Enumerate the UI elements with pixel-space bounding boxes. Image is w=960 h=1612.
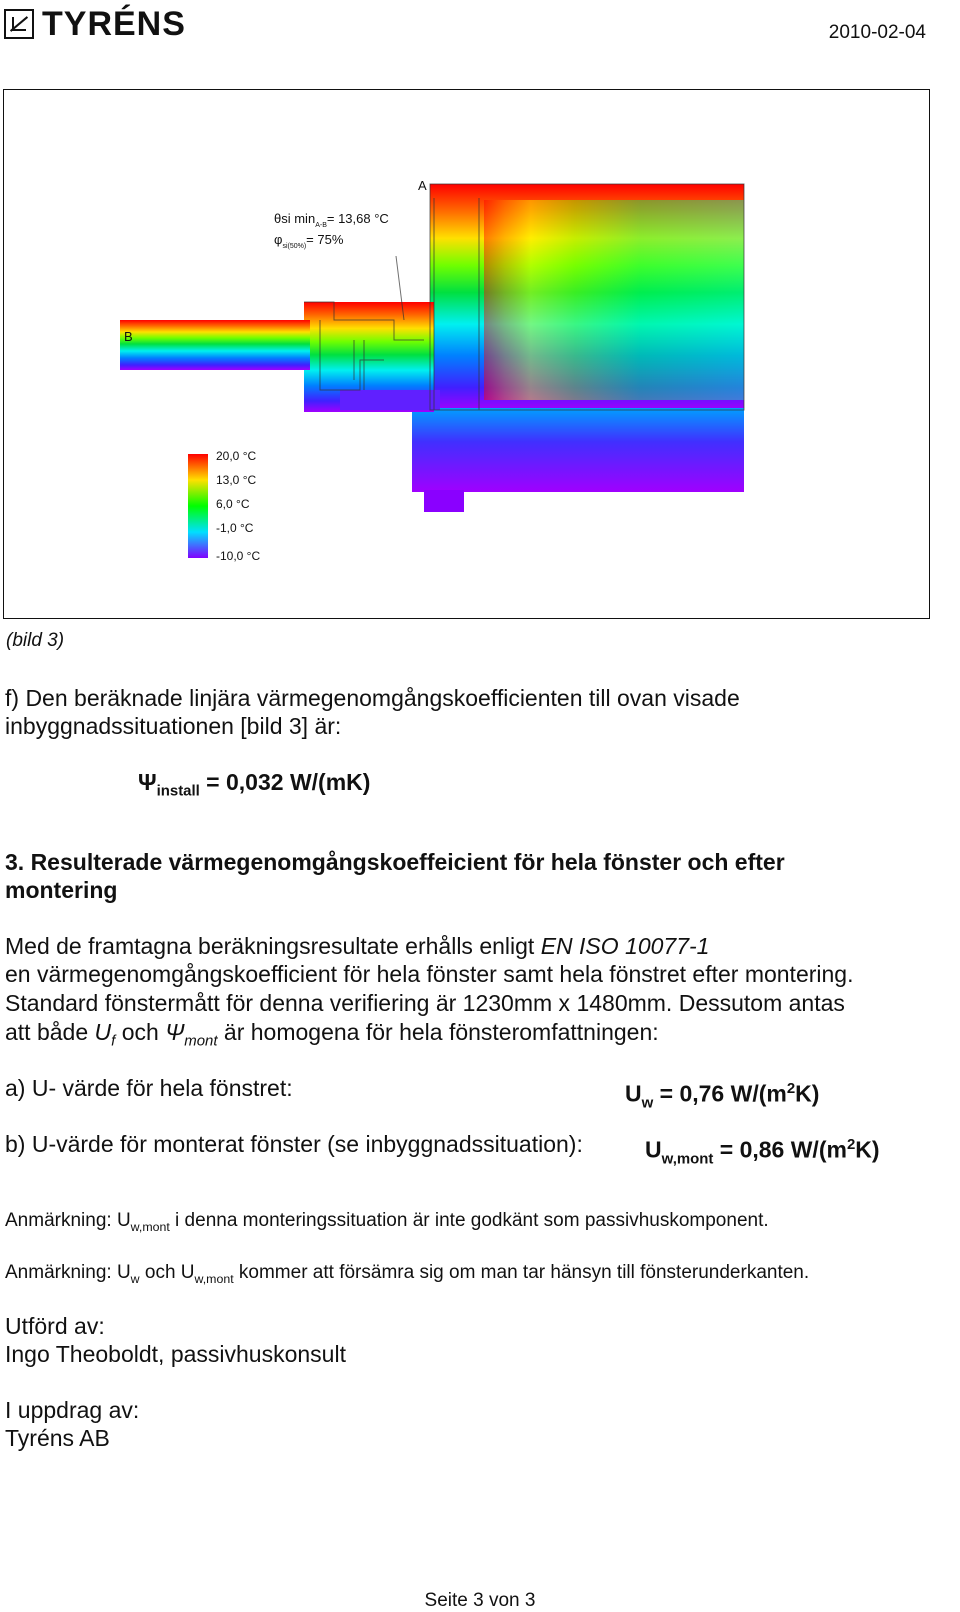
note-1: Anmärkning: $U_{w,mont}$ i denna monteringssituation är inte godkänt som passivhuskomponent. — [5, 1210, 769, 1234]
page-number: Seite 3 von 3 — [424, 1590, 536, 1611]
client-label: I uppdrag av: — [5, 1397, 140, 1423]
item-b-value: $U_{w,mont} = 0,86$ $W/(m^2K)$ — [645, 1136, 880, 1168]
section3-heading-line1: 3. Resulterade värmegenomgångskoeffeicient för hela fönster och efter — [5, 849, 785, 875]
section-f-line1: f) Den beräknade linjära värmegenomgångskoefficienten till ovan visade — [5, 685, 740, 711]
note-2: Anmärkning: $U_w$ och $U_{w,mont}$ kommer att försämra sig om man tar hänsyn till fönsterunderkanten. — [5, 1262, 810, 1286]
item-a-label: a) U- värde för hela fönstret: — [5, 1075, 293, 1101]
wall-lower-block — [412, 408, 744, 492]
company-logo — [4, 4, 186, 44]
figure-caption: (bild 3) — [6, 630, 65, 651]
logo-mark-icon — [4, 9, 34, 39]
legend-label: -10,0 °C — [216, 549, 261, 563]
section3-body-line1: Med de framtagna beräkningsresultate erhålls enligt EN ISO 10077-1 — [5, 933, 710, 959]
section3-body-line2: en värmegenomgångskoefficient för hela fönster samt hela fönstret efter montering. — [5, 961, 854, 987]
item-a-value: $U_w = 0,76$ $W/(m^2K)$ — [625, 1080, 820, 1112]
label-b: B — [124, 329, 133, 344]
section3-body-line3: Standard fönstermått för denna verifiering är 1230mm x 1480mm. Dessutom antas — [5, 990, 845, 1016]
annotation-theta: θsi $\min_{A-B}= 13,68$ °C — [274, 211, 389, 229]
document-date: 2010-02-04 — [828, 22, 926, 43]
label-a: A — [418, 178, 427, 193]
section3-heading-line2: montering — [5, 877, 118, 903]
legend-label: 6,0 °C — [216, 497, 250, 511]
thermal-simulation-image — [4, 90, 929, 618]
performed-by-name: Ingo Theoboldt, passivhuskonsult — [5, 1341, 346, 1367]
legend-label: 13,0 °C — [216, 473, 257, 487]
section3-body-line4: att både $U_f$ och $\Psi_{mont}$ är homogena för hela fönsteromfattningen: — [5, 1019, 659, 1050]
legend-label: 20,0 °C — [216, 449, 257, 463]
section-f-line2: inbyggnadssituationen [bild 3] är: — [5, 713, 342, 739]
thermal-simulation-figure — [3, 89, 930, 619]
client-name: Tyréns AB — [5, 1425, 110, 1451]
item-b-label: b) U-värde för monterat fönster (se inbyggnadssituation): — [5, 1131, 583, 1157]
legend-label: -1,0 °C — [216, 521, 254, 535]
glazing-strip — [120, 320, 310, 370]
annotation-phi: $\varphi_{si(50\%)}= 75\%$ — [274, 232, 344, 250]
logo-text: TYRÉNS — [42, 4, 186, 43]
legend-color-bar — [188, 454, 208, 558]
psi-install-value: $\Psi_{install} = 0,032$ W/(mK) — [138, 769, 371, 800]
performed-by-label: Utförd av: — [5, 1313, 105, 1339]
